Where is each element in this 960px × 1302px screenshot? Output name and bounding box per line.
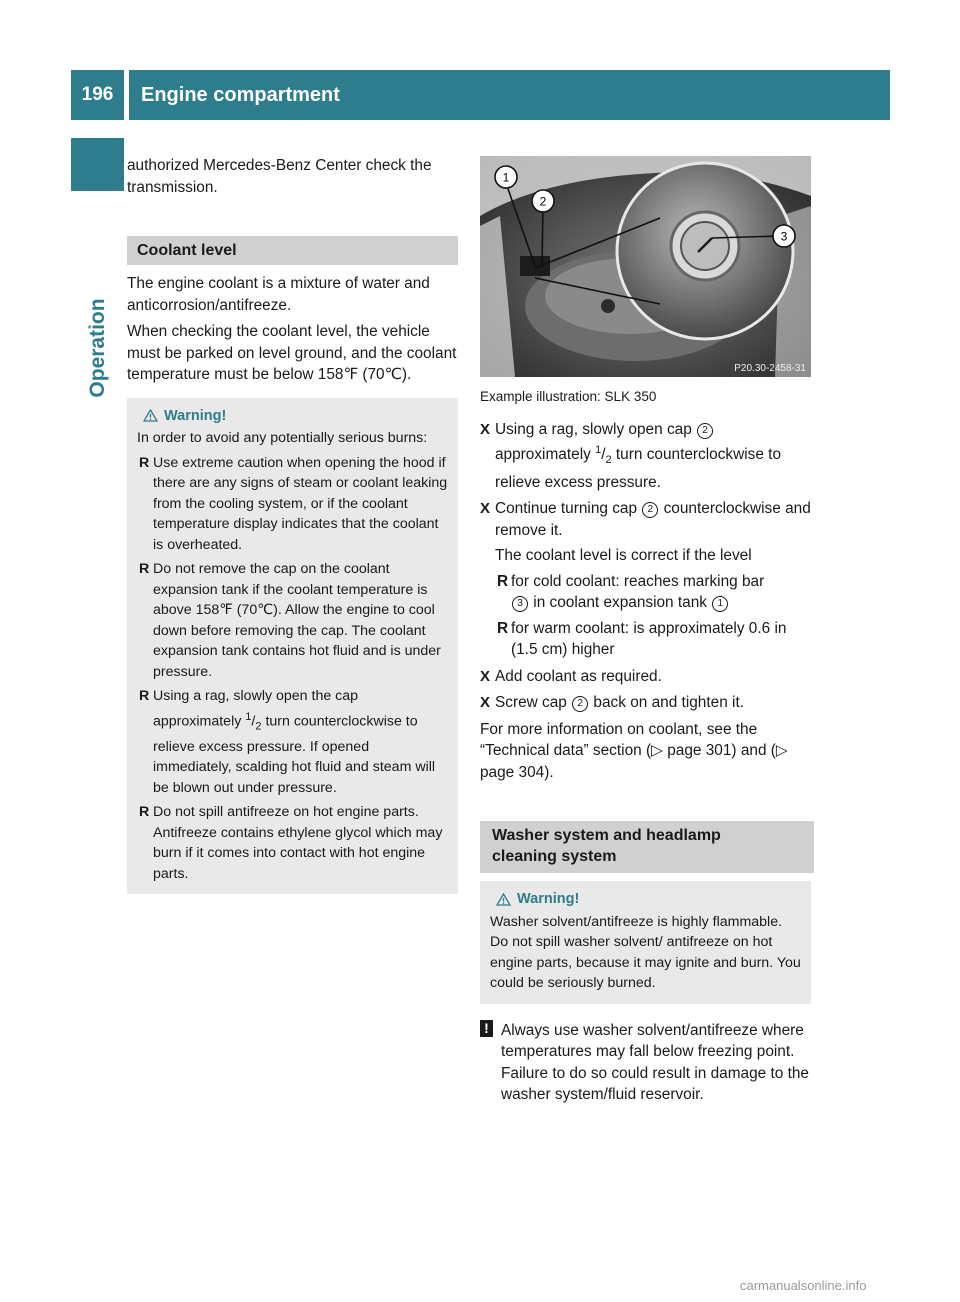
step-text: Screw cap 2 back on and tighten it. [495, 694, 745, 712]
page-link[interactable]: page 304 [480, 763, 545, 781]
bullet-mark: R [139, 561, 150, 577]
bullet-text: Using a rag, slowly open the cap approximately $^1/_2$ turn counterclockwise to relieve excess pressure. If opened immediately, scalding hot fluid and steam will be blown out under pressure. [153, 688, 436, 796]
more-info: For more information on coolant, see the “Technical data” section (▷ page 301) and (▷ page 304). [480, 720, 788, 781]
callout-ref-2: 2 [572, 696, 588, 712]
arrow-icon: ▷ [775, 742, 788, 760]
side-tab-label: Operation [85, 298, 109, 398]
warning-title [143, 406, 450, 427]
fraction-den: 2 [255, 720, 262, 733]
notice [480, 1020, 814, 1106]
warning-intro: In order to avoid any potentially serious burns: [137, 430, 428, 446]
coolant-paragraph-2: When checking the coolant level, the vehicle must be parked on level ground, and the coolant temperature must be below 158℉ (70℃). [127, 323, 457, 383]
callout-ref-2: 2 [642, 502, 658, 518]
bullet-text: for cold coolant: reaches marking bar 3 in coolant expansion tank 1 [511, 572, 765, 612]
page-title: Engine compartment [129, 70, 890, 120]
warning-bullet [137, 802, 450, 884]
right-column [480, 386, 814, 1106]
step-mark: X [480, 420, 491, 438]
level-bullet [495, 618, 814, 661]
svg-text:1: 1 [502, 170, 510, 185]
step-mark: X [480, 694, 491, 712]
intro-text: authorized Mercedes-Benz Center check the transmission. [127, 157, 432, 196]
coolant-warning-box [127, 398, 458, 895]
bullet-mark: R [497, 619, 509, 637]
svg-text:3: 3 [780, 229, 788, 244]
step-text: Using a rag, slowly open cap 2 approximately $^1/_2$ turn counterclockwise to relieve excess pressure. [495, 420, 782, 491]
side-tab [71, 208, 124, 488]
page-link[interactable]: page 301 [667, 742, 732, 760]
callout-ref-1: 1 [712, 596, 728, 612]
step-item [480, 419, 814, 494]
fraction-num: 1 [245, 710, 252, 723]
callout-ref-2: 2 [697, 423, 713, 439]
notice-icon: ! [480, 1020, 493, 1037]
warning-title-text: Warning! [517, 891, 580, 908]
warning-title [496, 889, 803, 910]
bullet-text: Do not remove the cap on the coolant expansion tank if the coolant temperature is above 158℉ (70℃). Allow the engine to cool down before removing the cap. The coolant expansion tank contains hot fluid and is under pressure. [153, 561, 441, 680]
washer-warning-box [480, 881, 811, 1004]
bullet-mark: R [139, 688, 150, 704]
coolant-heading: Coolant level [127, 236, 458, 265]
warning-bullet [137, 686, 450, 798]
side-tab-marker [71, 138, 124, 191]
warning-title-text: Warning! [164, 407, 227, 424]
bullet-text: for warm coolant: is approximately 0.6 in (1.5 cm) higher [511, 619, 787, 659]
bullet-text: Use extreme caution when opening the hood if there are any signs of steam or coolant leaking from the cooling system, or if the coolant temperature display indicates that the coolant is overheated. [153, 454, 448, 553]
figure-code: P20.30-2458-31 [734, 363, 806, 374]
step-item [480, 666, 814, 688]
warning-bullet [137, 453, 450, 556]
warning-text: Washer solvent/antifreeze is highly flammable. Do not spill washer solvent/ antifreeze on hot engine parts, because it may ignite and burn. You could be seriously burned. [490, 913, 801, 992]
callout-1 [495, 166, 517, 188]
bullet-text: Do not spill antifreeze on hot engine parts. Antifreeze contains ethylene glycol which may burn if it comes into contact with hot engine parts. [153, 804, 443, 882]
page-number: 196 [71, 70, 124, 120]
level-intro: The coolant level is correct if the level [495, 547, 752, 565]
svg-text:2: 2 [539, 194, 547, 209]
coolant-paragraph-1: The engine coolant is a mixture of water and anticorrosion/antifreeze. [127, 275, 430, 314]
bullet-mark: R [497, 572, 509, 590]
washer-heading: Washer system and headlamp cleaning system [480, 821, 814, 873]
step-item [480, 498, 814, 541]
step-text: Continue turning cap 2 counterclockwise and remove it. [495, 500, 811, 539]
notice-text: Always use washer solvent/antifreeze where temperatures may fall below freezing point. Failure to do so could result in damage to the washer system/fluid reservoir. [501, 1021, 809, 1104]
step-mark: X [480, 500, 491, 518]
left-column [127, 155, 458, 894]
level-bullet [495, 571, 814, 614]
bullet-mark: R [139, 454, 150, 471]
callout-ref-3: 3 [512, 596, 528, 612]
warning-bullet [137, 559, 450, 682]
warning-triangle-icon [496, 893, 511, 906]
callout-2 [532, 190, 554, 212]
callout-3 [773, 225, 795, 247]
bullet-mark: R [139, 804, 150, 821]
step-text: Add coolant as required. [495, 667, 662, 685]
figure-caption: Example illustration: SLK 350 [480, 389, 657, 404]
engine-illustration [480, 156, 811, 377]
step-item [480, 692, 814, 714]
watermark: carmanualsonline.info [740, 1278, 867, 1293]
warning-triangle-icon [143, 409, 158, 422]
step-mark: X [480, 667, 491, 685]
arrow-icon: ▷ [651, 742, 663, 760]
